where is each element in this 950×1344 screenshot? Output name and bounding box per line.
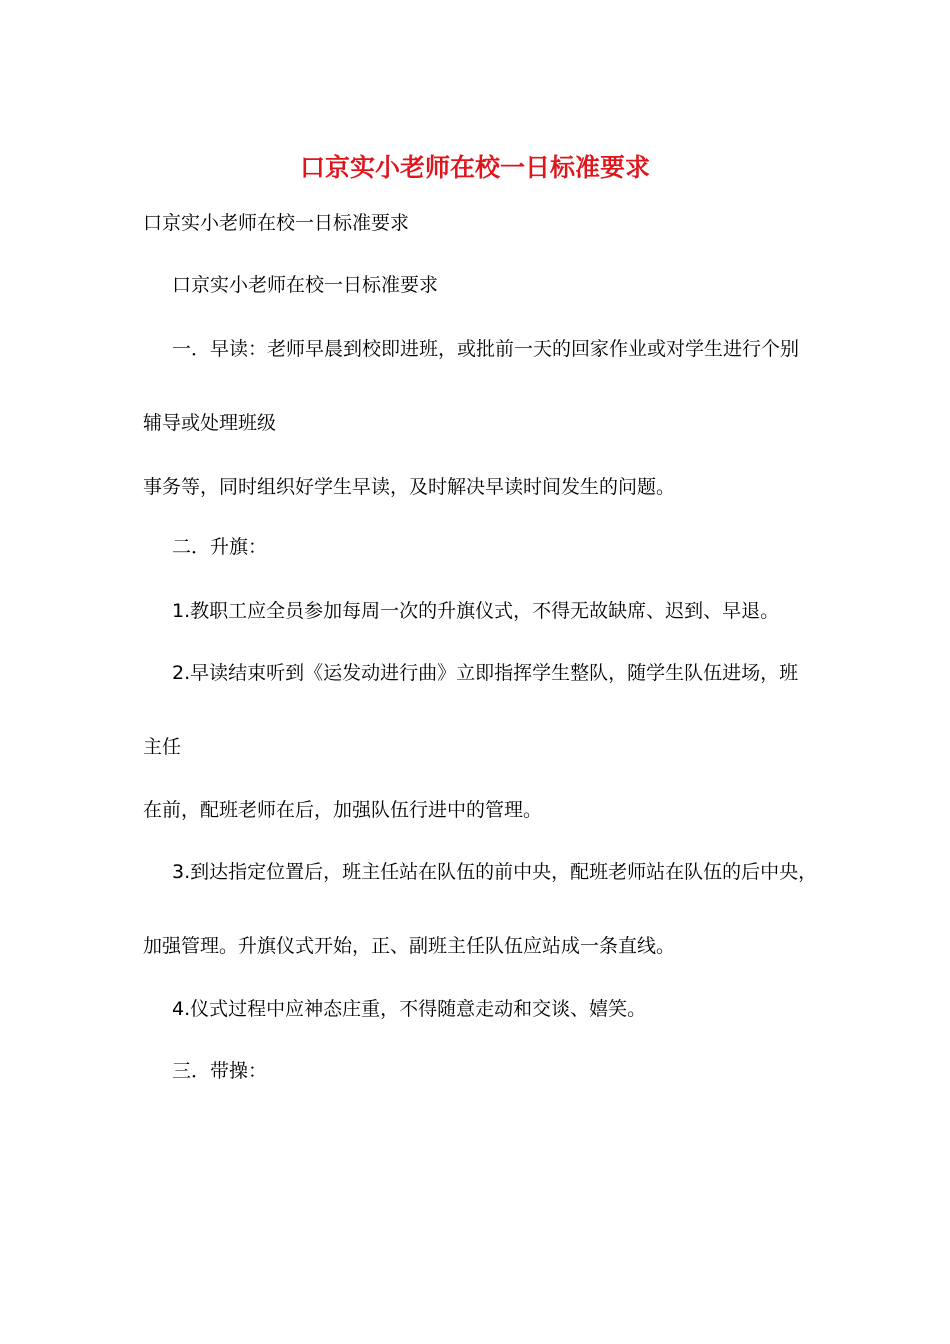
list-item-3: 3.到达指定位置后，班主任站在队伍的前中央，配班老师站在队伍的后中央， bbox=[172, 861, 818, 883]
list-item-1: 1.教职工应全员参加每周一次的升旗仪式，不得无故缺席、迟到、早退。 bbox=[172, 600, 780, 622]
list-item-4: 4.仪式过程中应神态庄重，不得随意走动和交谈、嬉笑。 bbox=[172, 998, 647, 1020]
paragraph-line: 事务等，同时组织好学生早读，及时解决早读时间发生的问题。 bbox=[143, 476, 676, 498]
subtitle-line: 口京实小老师在校一日标准要求 bbox=[143, 212, 410, 234]
section-heading-exercise: 三．带操： bbox=[172, 1060, 268, 1082]
paragraph-line: 在前，配班老师在后，加强队伍行进中的管理。 bbox=[143, 799, 543, 821]
page-title: 口京实小老师在校一日标准要求 bbox=[299, 153, 650, 182]
section-heading-morning-reading: 一．早读：老师早晨到校即进班，或批前一天的回家作业或对学生进行个别 bbox=[172, 338, 800, 360]
paragraph-line: 主任 bbox=[143, 736, 182, 758]
list-item-2: 2.早读结束听到《运发动进行曲》立即指挥学生整队，随学生队伍进场，班 bbox=[172, 662, 799, 684]
paragraph-line: 辅导或处理班级 bbox=[143, 412, 277, 434]
section-heading-flag-raising: 二．升旗： bbox=[172, 536, 268, 558]
subtitle-line-indented: 口京实小老师在校一日标准要求 bbox=[172, 274, 439, 296]
paragraph-line: 加强管理。升旗仪式开始，正、副班主任队伍应站成一条直线。 bbox=[143, 935, 676, 957]
